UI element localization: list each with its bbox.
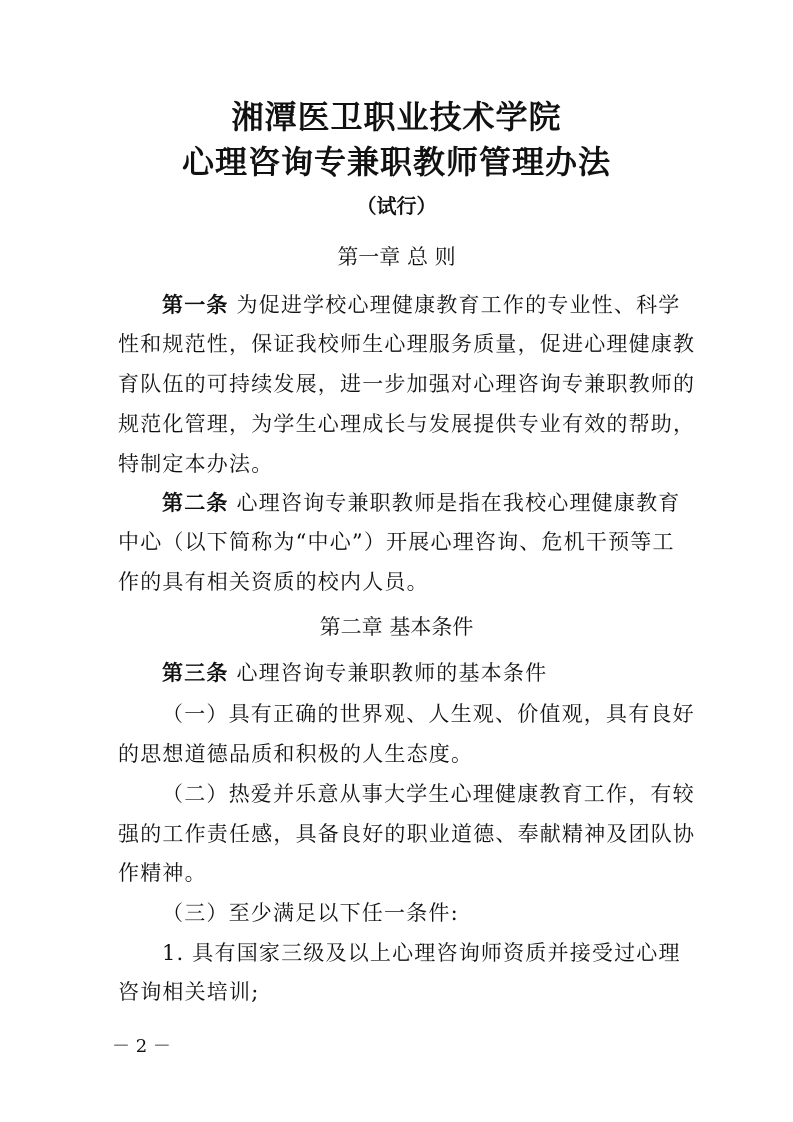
chapter-heading-1: 第一章 总 则 <box>337 245 456 269</box>
article-1-line-4: 规范化管理，为学生心理成长与发展提供专业有效的帮助， <box>118 412 696 436</box>
document-subtitle: （试行） <box>356 194 437 218</box>
article-1-line-5: 特制定本办法。 <box>118 452 274 476</box>
article-3-label: 第三条 <box>162 661 229 685</box>
article-2-line-3: 作的具有相关资质的校内人员。 <box>118 570 429 594</box>
document-title-line1: 湘潭医卫职业技术学院 <box>231 98 562 136</box>
article-2-line-1 <box>162 488 680 518</box>
item-1-line-2: 的思想道德品质和积极的人生态度。 <box>118 742 474 766</box>
article-1-line-3: 育队伍的可持续发展，进一步加强对心理咨询专兼职教师的 <box>118 372 696 396</box>
article-1-line-2: 性和规范性，保证我校师生心理服务质量，促进心理健康教 <box>118 332 696 356</box>
sub-item-1-line-2: 咨询相关培训; <box>118 980 260 1004</box>
article-1-line-1 <box>162 290 680 320</box>
article-1-text-1: 为促进学校心理健康教育工作的专业性、科学 <box>228 293 681 317</box>
sub-item-1-line-1: 1. 具有国家三级及以上心理咨询师资质并接受过心理 <box>162 941 681 965</box>
item-2-line-1: （二）热爱并乐意从事大学生心理健康教育工作，有较 <box>162 782 695 806</box>
article-3-line-1 <box>162 658 547 688</box>
item-2-line-3: 作精神。 <box>118 861 207 885</box>
article-2-label: 第二条 <box>162 491 229 515</box>
chapter-heading-2: 第二章 基本条件 <box>319 615 474 639</box>
article-1-label: 第一条 <box>162 293 229 317</box>
article-2-line-2: 中心（以下简称为“中心”）开展心理咨询、危机干预等工 <box>118 530 675 554</box>
item-3-line-1: （三）至少满足以下任一条件: <box>162 901 459 925</box>
item-2-line-2: 强的工作责任感，具备良好的职业道德、奉献精神及团队协 <box>118 822 696 846</box>
page-number: － 2 － <box>112 1036 171 1057</box>
article-3-text-1: 心理咨询专兼职教师的基本条件 <box>228 661 548 685</box>
article-2-text-1: 心理咨询专兼职教师是指在我校心理健康教育 <box>228 491 681 515</box>
document-title-line2: 心理咨询专兼职教师管理办法 <box>181 143 611 181</box>
item-1-line-1: （一）具有正确的世界观、人生观、价值观，具有良好 <box>162 702 695 726</box>
